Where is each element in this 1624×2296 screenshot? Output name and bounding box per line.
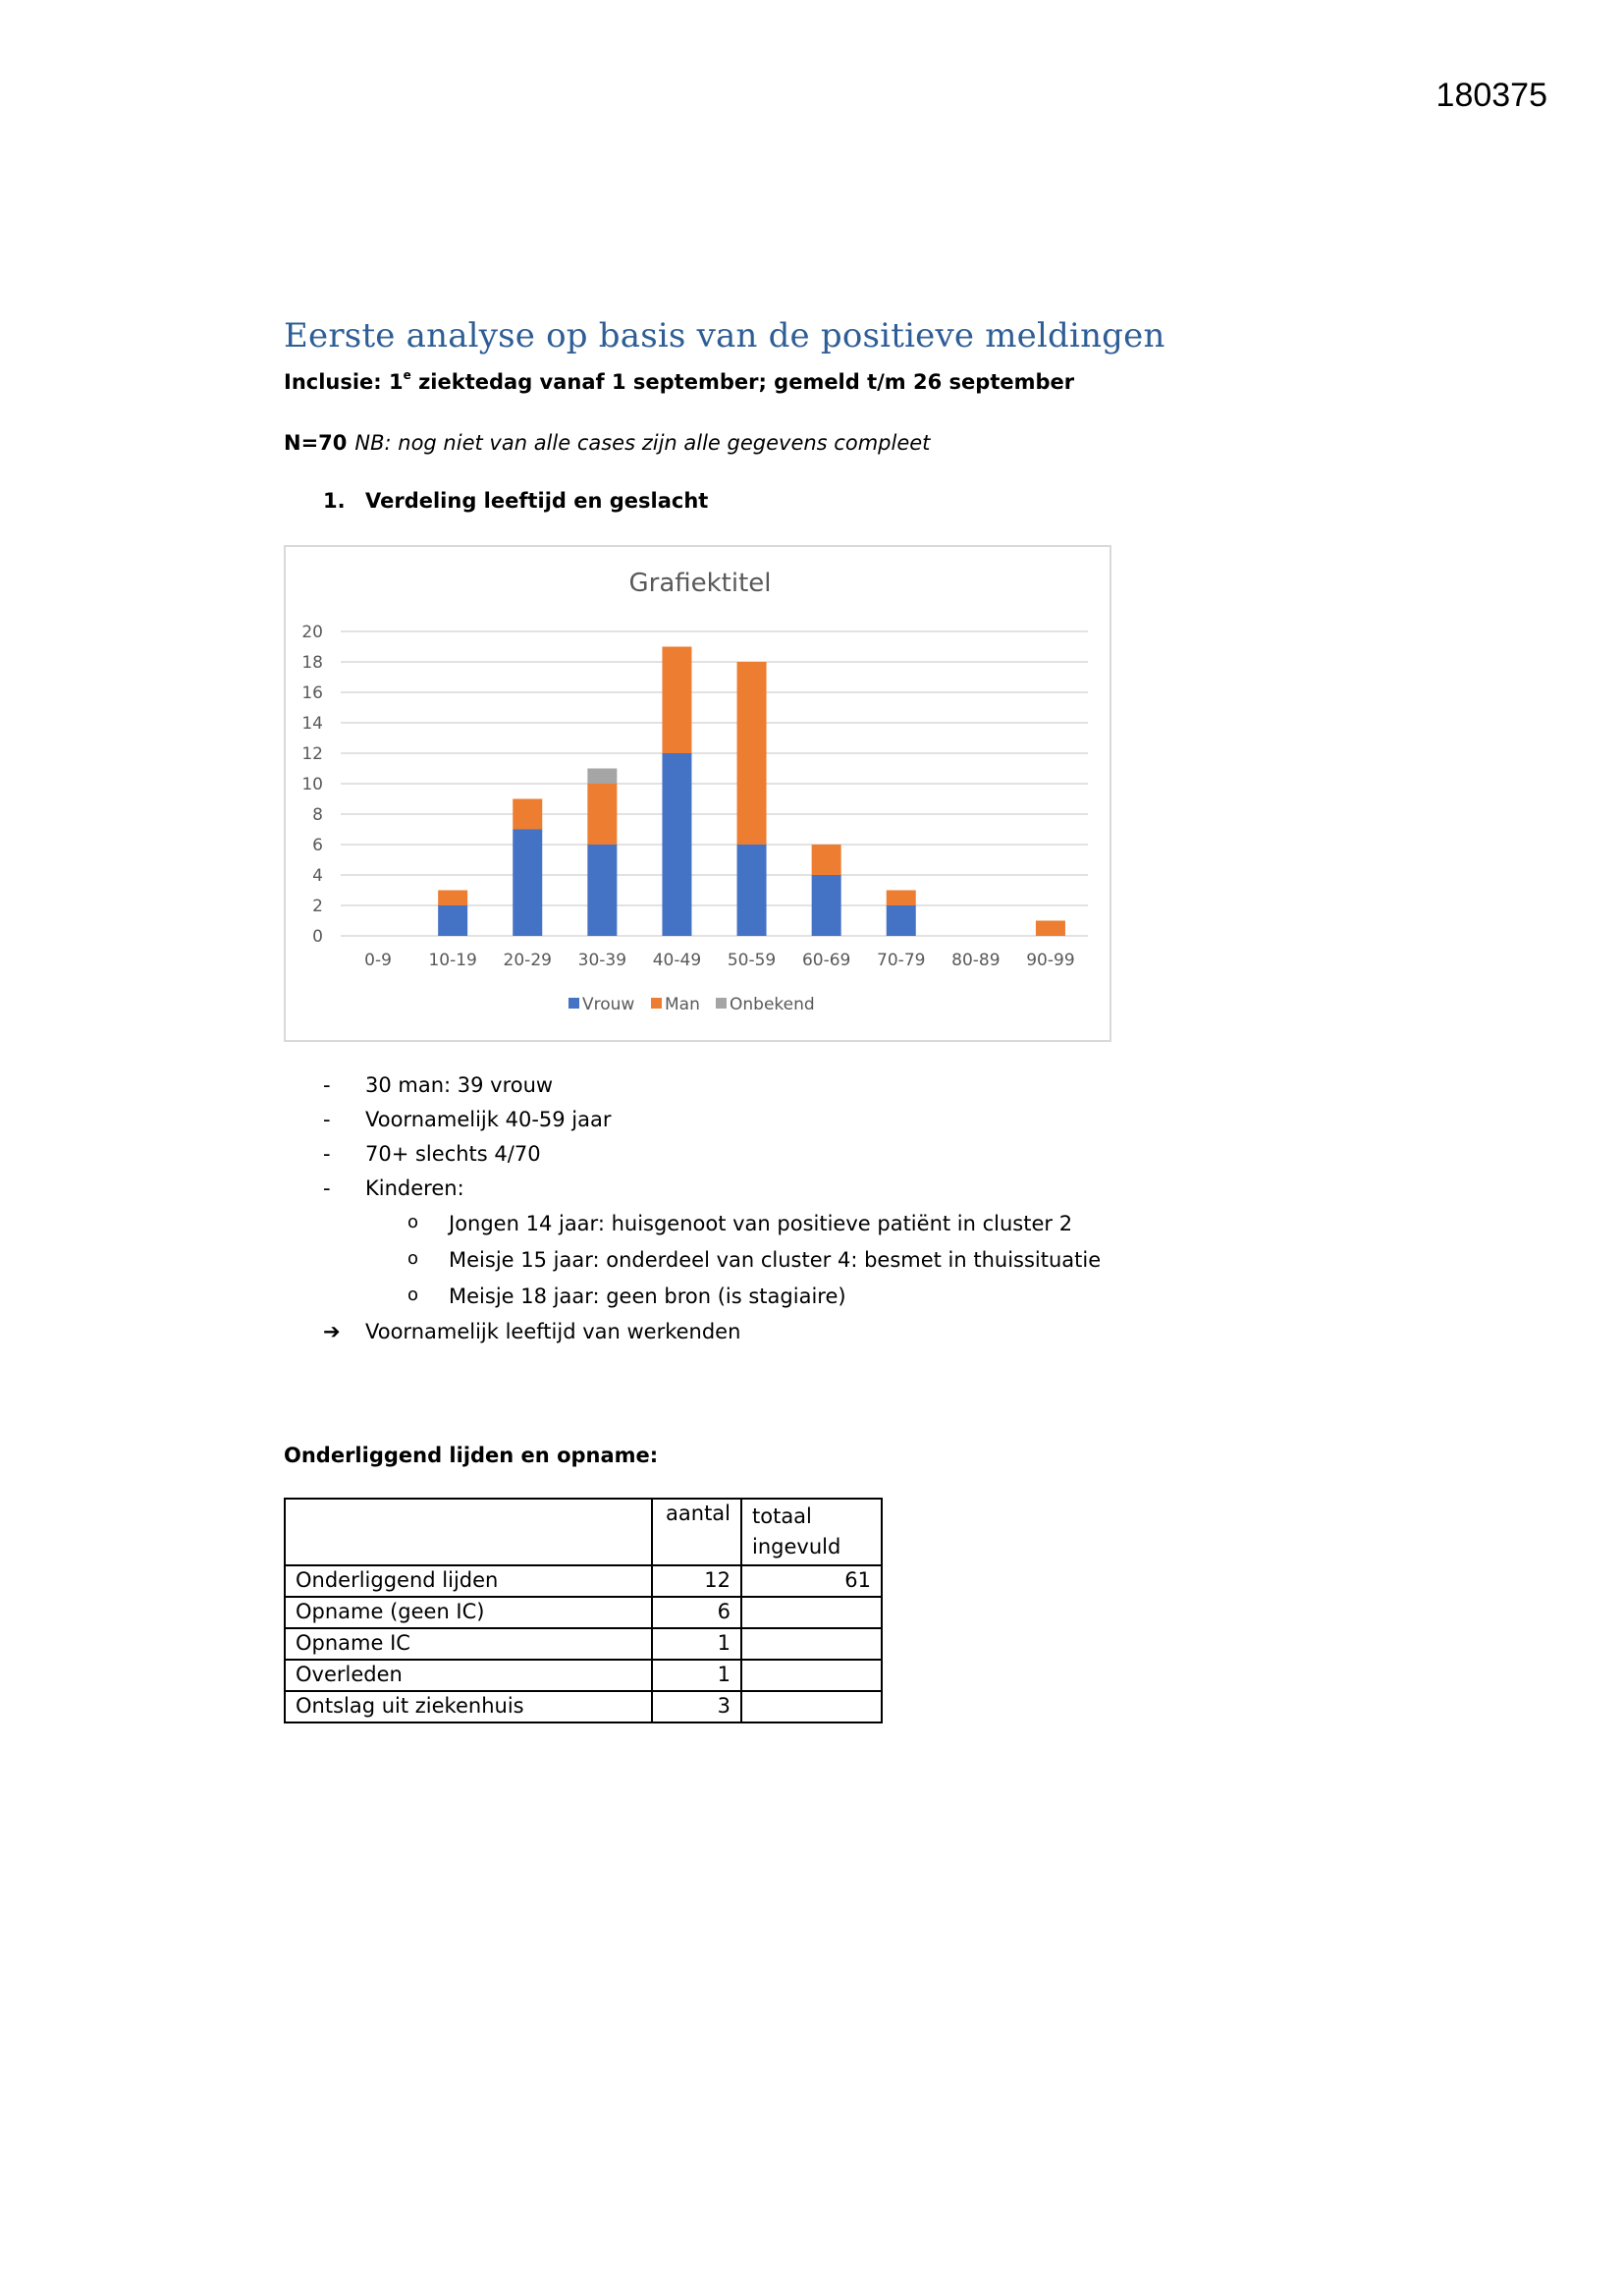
row-count: 6 xyxy=(652,1597,741,1628)
y-tick-label: 4 xyxy=(312,866,323,886)
bar-segment xyxy=(438,905,467,936)
chart-legend xyxy=(568,995,815,1014)
legend-swatch xyxy=(716,998,727,1009)
x-tick-labels xyxy=(364,951,1074,970)
y-tick-label: 10 xyxy=(301,775,323,794)
bar-segment xyxy=(587,784,617,845)
chart-title: Grafiektitel xyxy=(628,569,772,598)
bullet-text: 30 man: 39 vrouw xyxy=(365,1073,554,1097)
y-tick-label: 2 xyxy=(312,897,323,916)
legend-label: Man xyxy=(665,995,700,1014)
x-tick-label: 90-99 xyxy=(1026,951,1075,970)
bar-segment xyxy=(513,830,542,937)
legend-swatch xyxy=(651,998,662,1009)
y-tick-label: 18 xyxy=(301,653,323,673)
row-label: Opname IC xyxy=(285,1628,652,1660)
bullet-dash: - xyxy=(323,1108,331,1131)
table-header-cell xyxy=(285,1499,652,1565)
chart-bars xyxy=(438,647,1065,937)
bar-segment xyxy=(887,891,916,906)
x-tick-label: 40-49 xyxy=(652,951,702,970)
y-tick-label: 6 xyxy=(312,836,323,855)
y-tick-label: 0 xyxy=(312,927,323,947)
bullet-text: Kinderen: xyxy=(365,1176,464,1200)
arrow-right-icon: ➔ xyxy=(323,1320,341,1343)
y-tick-label: 12 xyxy=(301,744,323,764)
page-title: Eerste analyse op basis van de positieve meldingen xyxy=(284,316,1165,355)
x-tick-label: 0-9 xyxy=(364,951,392,970)
y-tick-labels xyxy=(301,623,323,947)
sample-size: N=70 xyxy=(284,431,348,455)
row-count: 1 xyxy=(652,1628,741,1660)
section-title: Verdeling leeftijd en geslacht xyxy=(365,489,709,513)
x-tick-label: 60-69 xyxy=(801,951,851,970)
y-tick-label: 14 xyxy=(301,714,323,734)
table-row xyxy=(285,1565,882,1597)
bullet-dash: - xyxy=(323,1073,331,1097)
bullet-circle: o xyxy=(407,1248,419,1269)
section-heading-1 xyxy=(323,489,708,513)
row-total xyxy=(741,1628,882,1660)
inclusion-criteria xyxy=(284,370,1074,394)
bar-segment xyxy=(1036,921,1065,937)
section-number: 1. xyxy=(323,489,346,513)
bar-segment xyxy=(662,753,691,936)
conclusion-text: Voornamelijk leeftijd van werkenden xyxy=(365,1320,741,1343)
row-total xyxy=(741,1660,882,1691)
section-heading-2: Onderliggend lijden en opname: xyxy=(284,1444,659,1467)
inclusion-superscript: e xyxy=(403,368,411,382)
table-header-row xyxy=(285,1499,882,1565)
bar-segment xyxy=(587,769,617,785)
bullet-dash: - xyxy=(323,1142,331,1166)
table-row xyxy=(285,1691,882,1722)
row-total: 61 xyxy=(741,1565,882,1597)
row-label: Opname (geen IC) xyxy=(285,1597,652,1628)
table-header-cell: totaal ingevuld xyxy=(741,1499,882,1565)
legend-label: Onbekend xyxy=(730,995,815,1014)
bar-segment xyxy=(812,875,841,936)
bar-segment xyxy=(812,845,841,875)
bullet-text: Voornamelijk 40-59 jaar xyxy=(365,1108,612,1131)
inclusion-suffix: ziektedag vanaf 1 september; gemeld t/m 26 september xyxy=(410,370,1075,394)
bar-segment xyxy=(587,845,617,936)
legend-label: Vrouw xyxy=(582,995,635,1014)
bullet-circle: o xyxy=(407,1285,419,1305)
row-total xyxy=(741,1597,882,1628)
x-tick-label: 50-59 xyxy=(727,951,777,970)
sample-note: NB: nog niet van alle cases zijn alle gegevens compleet xyxy=(354,431,931,455)
chart-svg xyxy=(286,547,1110,1040)
sub-bullet-text: Meisje 18 jaar: geen bron (is stagiaire) xyxy=(449,1285,846,1308)
bar-segment xyxy=(438,891,467,906)
sub-bullet-text: Jongen 14 jaar: huisgenoot van positieve patiënt in cluster 2 xyxy=(449,1212,1073,1235)
row-count: 3 xyxy=(652,1691,741,1722)
x-tick-label: 70-79 xyxy=(877,951,926,970)
row-count: 12 xyxy=(652,1565,741,1597)
x-tick-label: 30-39 xyxy=(577,951,627,970)
inclusion-prefix: Inclusie: 1 xyxy=(284,370,404,394)
row-label: Overleden xyxy=(285,1660,652,1691)
bar-segment xyxy=(737,662,767,845)
age-gender-chart xyxy=(284,545,1111,1042)
table-header-cell: aantal xyxy=(652,1499,741,1565)
x-tick-label: 20-29 xyxy=(503,951,552,970)
legend-swatch xyxy=(568,998,579,1009)
row-label: Onderliggend lijden xyxy=(285,1565,652,1597)
bullet-dash: - xyxy=(323,1176,331,1200)
bullet-text: 70+ slechts 4/70 xyxy=(365,1142,541,1166)
table-row xyxy=(285,1597,882,1628)
row-label: Ontslag uit ziekenhuis xyxy=(285,1691,652,1722)
x-tick-label: 10-19 xyxy=(428,951,477,970)
table-row xyxy=(285,1660,882,1691)
x-tick-label: 80-89 xyxy=(951,951,1001,970)
table-row xyxy=(285,1628,882,1660)
bar-segment xyxy=(737,845,767,936)
bar-segment xyxy=(887,905,916,936)
admission-table xyxy=(284,1498,883,1723)
y-tick-label: 20 xyxy=(301,623,323,642)
row-total xyxy=(741,1691,882,1722)
bar-segment xyxy=(513,799,542,830)
y-tick-label: 8 xyxy=(312,805,323,825)
sub-bullet-text: Meisje 15 jaar: onderdeel van cluster 4: besmet in thuissituatie xyxy=(449,1248,1102,1272)
document-number: 180375 xyxy=(1435,77,1547,114)
bullet-circle: o xyxy=(407,1212,419,1232)
y-tick-label: 16 xyxy=(301,683,323,703)
bar-segment xyxy=(662,647,691,754)
row-count: 1 xyxy=(652,1660,741,1691)
sample-size-line xyxy=(284,431,930,455)
